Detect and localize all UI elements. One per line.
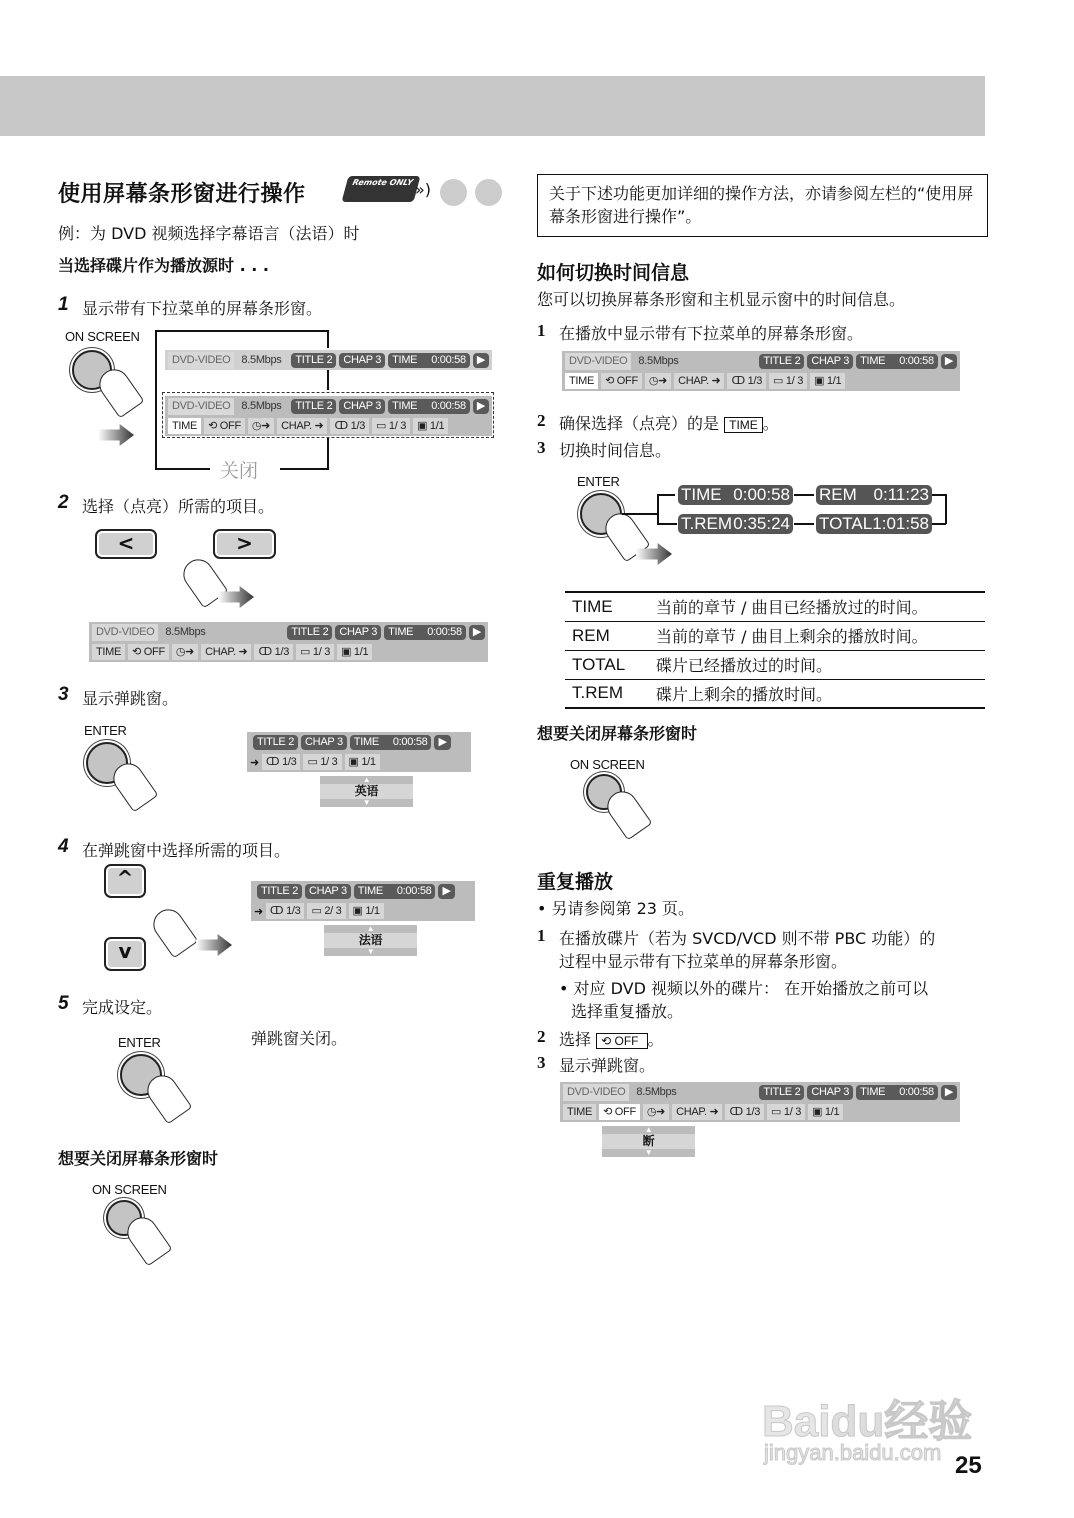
repeat-cell-text: OFF — [616, 375, 638, 387]
time-indicator: TIME — [724, 417, 763, 433]
on-screen-bar — [89, 622, 488, 662]
bitrate-label[interactable] — [632, 1086, 756, 1098]
disc-type-label-text: DVD-VIDEO — [567, 1085, 626, 1098]
angle-cell[interactable] — [349, 903, 384, 919]
chapter-search-cell-text: CHAP. — [281, 420, 312, 432]
chapter-pill[interactable] — [807, 354, 853, 369]
cycle-rem: REM 0:11:23 — [816, 485, 932, 505]
angle-icon: ▣ — [812, 1106, 825, 1118]
time-value: 0:00:58 — [392, 735, 428, 748]
play-button-icon: ▶ — [944, 1085, 953, 1098]
chapter-pill[interactable] — [335, 625, 381, 640]
bitrate-label[interactable] — [634, 355, 756, 367]
repeat-note: • 对应 DVD 视频以外的碟片： 在开始播放之前可以 — [559, 979, 929, 998]
time-search-cell[interactable] — [248, 418, 274, 434]
chapter-pill-text: CHAP 3 — [811, 1085, 850, 1098]
popup-value: 法语 — [324, 933, 417, 948]
subtitle-cell-text: 2/ 3 — [324, 905, 342, 917]
step-number: 5 — [58, 993, 69, 1014]
subtitle-cell-text: 1/ 3 — [783, 1106, 802, 1118]
bitrate-label-text: 8.5Mbps — [165, 626, 206, 638]
play-button-icon: ▶ — [442, 884, 451, 897]
popup-window[interactable] — [324, 925, 417, 956]
audio-cell-text: 1/3 — [747, 375, 763, 387]
bitrate-label-text: 8.5Mbps — [241, 354, 282, 366]
title-pill[interactable] — [759, 354, 804, 369]
audio-cell[interactable] — [266, 903, 305, 919]
step-number: 2 — [58, 492, 69, 513]
time-pill-text: TIME — [392, 399, 418, 412]
step-number: 3 — [537, 438, 546, 457]
arrow-icon: ➜ — [254, 905, 263, 918]
time-pill-text: TIME — [353, 735, 379, 748]
step-text: 选择 — [559, 1030, 592, 1049]
up-button[interactable]: ^ — [104, 864, 146, 898]
angle-cell[interactable] — [413, 418, 448, 434]
play-button[interactable] — [469, 625, 485, 640]
chapter-pill-text: CHAP 3 — [343, 399, 382, 412]
subtitle-icon: ▭ — [311, 905, 325, 917]
popup-up-icon[interactable]: ▲ — [362, 775, 371, 784]
audio-cell-text: 1/3 — [286, 905, 301, 917]
subtitle-icon: ▭ — [773, 375, 786, 387]
step-text: 选择（点亮）所需的项目。 — [82, 497, 275, 516]
title-pill[interactable] — [287, 625, 332, 640]
time-cell[interactable] — [563, 1104, 596, 1120]
subtitle-cell[interactable] — [372, 418, 410, 434]
repeat-cell[interactable] — [601, 373, 642, 389]
popup-down-icon[interactable]: ▼ — [362, 798, 371, 807]
chapter-search-cell[interactable]: CHAP. ➜ — [674, 373, 724, 389]
time-pill[interactable] — [384, 625, 466, 640]
subtitle-icon: ▭ — [376, 420, 389, 432]
disc-type-label-text: DVD-VIDEO — [172, 353, 231, 366]
right-button[interactable]: > — [213, 529, 276, 559]
disc-type-label-text: DVD-VIDEO — [96, 625, 155, 638]
time-cell[interactable] — [92, 644, 125, 660]
step-number: 3 — [58, 684, 69, 705]
punct: 。 — [647, 1030, 664, 1049]
step-text: 确保选择（点亮）的是 — [559, 414, 720, 433]
chapter-search-cell-text: CHAP. — [678, 375, 709, 387]
title-pill-text: TITLE 2 — [763, 354, 801, 367]
source-note: 当选择碟片作为播放源时 . . . — [58, 256, 269, 275]
disc-type-label-text: DVD-VIDEO — [172, 399, 231, 412]
play-button[interactable] — [438, 884, 454, 899]
time-search-icon: ◷➜ — [648, 375, 668, 387]
reference-note: 关于下述功能更加详细的操作方法，亦请参阅左栏的“使用屏幕条形窗进行操作”。 — [537, 174, 988, 237]
bitrate-label-text: 8.5Mbps — [638, 355, 679, 367]
title-pill-text: TITLE 2 — [295, 399, 333, 412]
play-button-icon: ▶ — [476, 399, 485, 412]
time-search-cell[interactable] — [643, 1104, 669, 1120]
close-heading: 想要关闭屏幕条形窗时 — [537, 724, 698, 743]
audio-cell[interactable] — [254, 644, 293, 660]
arrow-icon — [196, 934, 232, 956]
disc-type-label[interactable] — [563, 1084, 629, 1101]
angle-cell-text: 1/1 — [361, 756, 376, 768]
audio-cell-text: 1/3 — [350, 420, 366, 432]
popup-window[interactable] — [602, 1126, 695, 1157]
on-screen-label: ON SCREEN — [65, 329, 140, 344]
repeat-icon: ⟲ — [208, 420, 220, 432]
step-number: 1 — [537, 321, 546, 340]
arrow-icon — [98, 424, 134, 446]
time-value: 0:00:58 — [899, 354, 934, 367]
time-pill-text: TIME — [860, 1085, 886, 1098]
angle-cell-text: 1/1 — [365, 905, 380, 917]
header-band — [0, 76, 985, 136]
audio-icon: ↀ — [334, 420, 351, 432]
popup-closed-text: 弹跳窗关闭。 — [251, 1029, 348, 1048]
punct: 。 — [762, 414, 779, 433]
bitrate-label[interactable] — [161, 626, 284, 638]
audio-cell[interactable] — [262, 754, 301, 770]
title-pill[interactable] — [253, 735, 298, 750]
time-pill[interactable] — [856, 1085, 938, 1100]
page-number: 25 — [955, 1452, 982, 1479]
step-text: 在弹跳窗中选择所需的项目。 — [82, 841, 291, 860]
close-heading: 想要关闭屏幕条形窗时 — [58, 1149, 219, 1168]
bitrate-label-text: 8.5Mbps — [241, 400, 282, 412]
chapter-search-cell[interactable]: CHAP. ➜ — [672, 1104, 722, 1120]
subtitle-icon: ▭ — [307, 756, 321, 768]
audio-cell-text: 1/3 — [745, 1106, 761, 1118]
left-button[interactable]: < — [95, 529, 157, 559]
play-button[interactable] — [473, 399, 489, 414]
audio-icon: ↀ — [269, 905, 287, 917]
repeat-note: 选择重复播放。 — [571, 1002, 684, 1021]
subtitle-icon: ▭ — [771, 1106, 784, 1118]
step-text: 过程中显示带有下拉菜单的屏幕条形窗。 — [559, 952, 848, 971]
step-text: 切换时间信息。 — [559, 441, 672, 460]
repeat-cell[interactable] — [204, 418, 245, 434]
on-screen-bar — [562, 351, 960, 391]
chapter-pill[interactable] — [339, 399, 385, 414]
time-info-table — [565, 591, 985, 709]
cycle-total: TOTAL 1:01:58 — [816, 514, 932, 534]
angle-cell[interactable] — [808, 1104, 843, 1120]
chapter-search-cell[interactable]: CHAP. ➜ — [277, 418, 327, 434]
step-number: 3 — [537, 1053, 546, 1072]
on-screen-label: ON SCREEN — [92, 1182, 167, 1197]
repeat-heading: 重复播放 — [537, 871, 614, 893]
title-pill-text: TITLE 2 — [261, 884, 299, 897]
subtitle-cell-text: 1/ 3 — [312, 646, 331, 658]
chapter-pill[interactable] — [807, 1085, 853, 1100]
popup-value: 断 — [602, 1134, 695, 1149]
play-button-icon: ▶ — [476, 353, 485, 366]
example-text: 例：为 DVD 视频选择字幕语言（法语）时 — [58, 224, 360, 243]
audio-icon: ↀ — [729, 1106, 746, 1118]
remote-only-badge: Remote ONLY — [342, 176, 421, 202]
time-value: 0:00:58 — [427, 625, 462, 638]
chapter-search-cell[interactable]: CHAP. ➜ — [201, 644, 251, 660]
bitrate-label-text: 8.5Mbps — [636, 1086, 677, 1098]
play-button[interactable] — [473, 353, 489, 368]
play-button[interactable] — [434, 735, 450, 750]
time-search-icon: ◷➜ — [251, 420, 271, 432]
chapter-search-cell-text: CHAP. — [205, 646, 236, 658]
disc-type-label-text: DVD-VIDEO — [569, 354, 628, 367]
step-text: 完成设定。 — [82, 998, 163, 1017]
arrow-cell[interactable] — [254, 905, 263, 918]
signal-icon: ») — [415, 180, 432, 199]
title-pill-text: TITLE 2 — [257, 735, 295, 748]
chapter-pill-text: CHAP 3 — [339, 625, 378, 638]
repeat-off-indicator: ⟲ OFF — [596, 1033, 647, 1049]
repeat-cell-text: OFF — [143, 646, 165, 658]
subtitle-cell[interactable] — [296, 644, 334, 660]
close-label: 关闭 — [220, 460, 259, 482]
time-value: 0:00:58 — [396, 884, 432, 897]
arrow-cell[interactable] — [250, 756, 259, 769]
enter-label: ENTER — [118, 1035, 161, 1050]
popup-down-icon[interactable]: ▼ — [644, 1148, 653, 1157]
angle-icon: ▣ — [814, 375, 827, 387]
title-pill[interactable] — [291, 399, 336, 414]
watermark-logo: Baidu经验 — [762, 1397, 973, 1446]
time-heading: 如何切换时间信息 — [537, 262, 690, 284]
bitrate-label[interactable] — [237, 400, 288, 412]
table-row: TOTAL 碟片已经播放过的时间。 — [565, 650, 985, 679]
title-pill[interactable] — [257, 884, 302, 899]
time-cell-text: TIME — [96, 646, 122, 658]
step-number: 1 — [58, 294, 69, 315]
chapter-pill-text: CHAP 3 — [811, 354, 850, 367]
time-search-icon: ◷➜ — [175, 646, 195, 658]
audio-icon: ↀ — [265, 756, 283, 768]
arrow-icon: ➜ — [250, 756, 259, 769]
repeat-cell-text: OFF — [614, 1106, 636, 1118]
time-pill-text: TIME — [357, 884, 383, 897]
time-pill[interactable] — [388, 353, 470, 368]
audio-cell[interactable] — [725, 1104, 764, 1120]
title-pill-text: TITLE 2 — [763, 1085, 801, 1098]
cycle-trem: T.REM 0:35:24 — [678, 514, 793, 534]
chapter-pill-text: CHAP 3 — [305, 735, 343, 748]
enter-label: ENTER — [577, 474, 620, 489]
time-subtitle: 您可以切换屏幕条形窗和主机显示窗中的时间信息。 — [537, 290, 906, 309]
angle-cell[interactable] — [345, 754, 380, 770]
popup-value: 英语 — [320, 784, 413, 799]
time-value: 0:00:58 — [431, 399, 466, 412]
step-text: 显示带有下拉菜单的屏幕条形窗。 — [82, 299, 323, 318]
angle-icon: ▣ — [348, 756, 362, 768]
disc-type-label[interactable] — [168, 352, 234, 369]
angle-cell-text: 1/1 — [824, 1106, 840, 1118]
on-screen-bar — [165, 350, 492, 370]
subtitle-cell[interactable] — [307, 903, 345, 919]
audio-cell-text: 1/3 — [282, 756, 297, 768]
down-button[interactable]: v — [104, 937, 146, 971]
title-pill-text: TITLE 2 — [295, 353, 333, 366]
time-search-cell[interactable] — [645, 373, 671, 389]
step-number: 2 — [537, 411, 546, 430]
repeat-cell[interactable] — [599, 1104, 640, 1120]
popup-up-icon[interactable]: ▲ — [644, 1125, 653, 1134]
title-pill[interactable] — [759, 1085, 804, 1100]
time-value: 0:00:58 — [431, 353, 466, 366]
on-screen-label: ON SCREEN — [570, 757, 645, 772]
disc-type-label[interactable] — [92, 624, 158, 641]
repeat-icon: ⟲ — [603, 1106, 615, 1118]
bitrate-label[interactable] — [237, 354, 288, 366]
play-button[interactable] — [941, 354, 957, 369]
cycle-time: TIME 0:00:58 — [678, 485, 793, 505]
title-pill-text: TITLE 2 — [291, 625, 329, 638]
time-pill-text: TIME — [392, 353, 418, 366]
angle-cell[interactable] — [337, 644, 372, 660]
popup-down-icon[interactable]: ▼ — [366, 947, 375, 956]
section-title: 使用屏幕条形窗进行操作 — [58, 182, 306, 207]
subtitle-cell-text: 1/ 3 — [785, 375, 804, 387]
repeat-icon: ⟲ — [132, 646, 144, 658]
play-button[interactable] — [941, 1085, 957, 1100]
chapter-pill-text: CHAP 3 — [309, 884, 347, 897]
angle-cell-text: 1/1 — [826, 375, 842, 387]
angle-icon: ▣ — [352, 905, 366, 917]
time-pill[interactable] — [354, 884, 436, 899]
subtitle-cell[interactable] — [767, 1104, 805, 1120]
audio-cell[interactable] — [727, 373, 766, 389]
angle-icon: ▣ — [417, 420, 430, 432]
time-cell[interactable] — [565, 373, 598, 389]
time-cell-text: TIME — [172, 420, 198, 432]
time-search-icon: ◷➜ — [646, 1106, 666, 1118]
finger-icon — [148, 904, 199, 959]
play-button-icon: ▶ — [438, 735, 447, 748]
circle-icon — [440, 179, 467, 206]
table-row: T.REM 碟片上剩余的播放时间。 — [565, 679, 985, 708]
on-screen-bar — [251, 881, 475, 956]
step-number: 1 — [537, 926, 546, 945]
disc-type-label[interactable] — [565, 353, 631, 370]
table-row: REM 当前的章节 / 曲目上剩余的播放时间。 — [565, 621, 985, 650]
subtitle-cell-text: 1/ 3 — [388, 420, 407, 432]
time-cell-text: TIME — [567, 1106, 593, 1118]
time-pill[interactable] — [350, 735, 432, 750]
chapter-pill[interactable] — [301, 735, 347, 750]
step-text: 在播放碟片（若为 SVCD/VCD 则不带 PBC 功能）的 — [559, 929, 936, 948]
audio-icon: ↀ — [731, 375, 748, 387]
chapter-search-cell-text: CHAP. — [676, 1106, 707, 1118]
on-screen-bar — [165, 396, 492, 436]
time-cell-text: TIME — [569, 375, 595, 387]
time-search-cell[interactable] — [172, 644, 198, 660]
step-number: 2 — [537, 1027, 546, 1046]
watermark-url: jingyan.baidu.com — [764, 1440, 942, 1465]
step-text: 显示弹跳窗。 — [559, 1056, 656, 1075]
play-button-icon: ▶ — [944, 354, 953, 367]
audio-cell[interactable] — [330, 418, 369, 434]
chapter-pill[interactable] — [305, 884, 351, 899]
on-screen-bar — [247, 732, 471, 807]
popup-up-icon[interactable]: ▲ — [366, 924, 375, 933]
audio-icon: ↀ — [258, 646, 275, 658]
chapter-pill-text: CHAP 3 — [343, 353, 382, 366]
time-cell[interactable] — [168, 418, 201, 434]
title-pill[interactable] — [291, 353, 336, 368]
audio-cell-text: 1/3 — [274, 646, 290, 658]
subtitle-cell[interactable] — [303, 754, 341, 770]
time-pill-text: TIME — [388, 625, 414, 638]
enter-label: ENTER — [84, 723, 127, 738]
time-value: 0:00:58 — [899, 1085, 934, 1098]
chapter-pill[interactable] — [339, 353, 385, 368]
repeat-icon: ⟲ — [605, 375, 617, 387]
play-button-icon: ▶ — [472, 625, 481, 638]
step-number: 4 — [58, 836, 69, 857]
table-row: TIME 当前的章节 / 曲目已经播放过的时间。 — [565, 592, 985, 621]
disc-type-label[interactable] — [168, 398, 234, 415]
angle-icon: ▣ — [341, 646, 354, 658]
popup-window[interactable] — [320, 776, 413, 807]
time-pill[interactable] — [388, 399, 470, 414]
angle-cell[interactable] — [810, 373, 845, 389]
repeat-cell-text: OFF — [219, 420, 241, 432]
step-text: 显示弹跳窗。 — [82, 689, 179, 708]
step-text: 在播放中显示带有下拉菜单的屏幕条形窗。 — [559, 324, 864, 343]
angle-cell-text: 1/1 — [429, 420, 445, 432]
subtitle-cell[interactable] — [769, 373, 807, 389]
angle-cell-text: 1/1 — [353, 646, 369, 658]
on-screen-bar — [560, 1082, 960, 1157]
subtitle-icon: ▭ — [300, 646, 313, 658]
repeat-cell[interactable] — [128, 644, 169, 660]
time-pill-text: TIME — [860, 354, 886, 367]
subtitle-cell-text: 1/ 3 — [320, 756, 338, 768]
repeat-reference: • 另请参阅第 23 页。 — [537, 899, 695, 918]
time-pill[interactable] — [856, 354, 938, 369]
circle-icon — [475, 179, 502, 206]
